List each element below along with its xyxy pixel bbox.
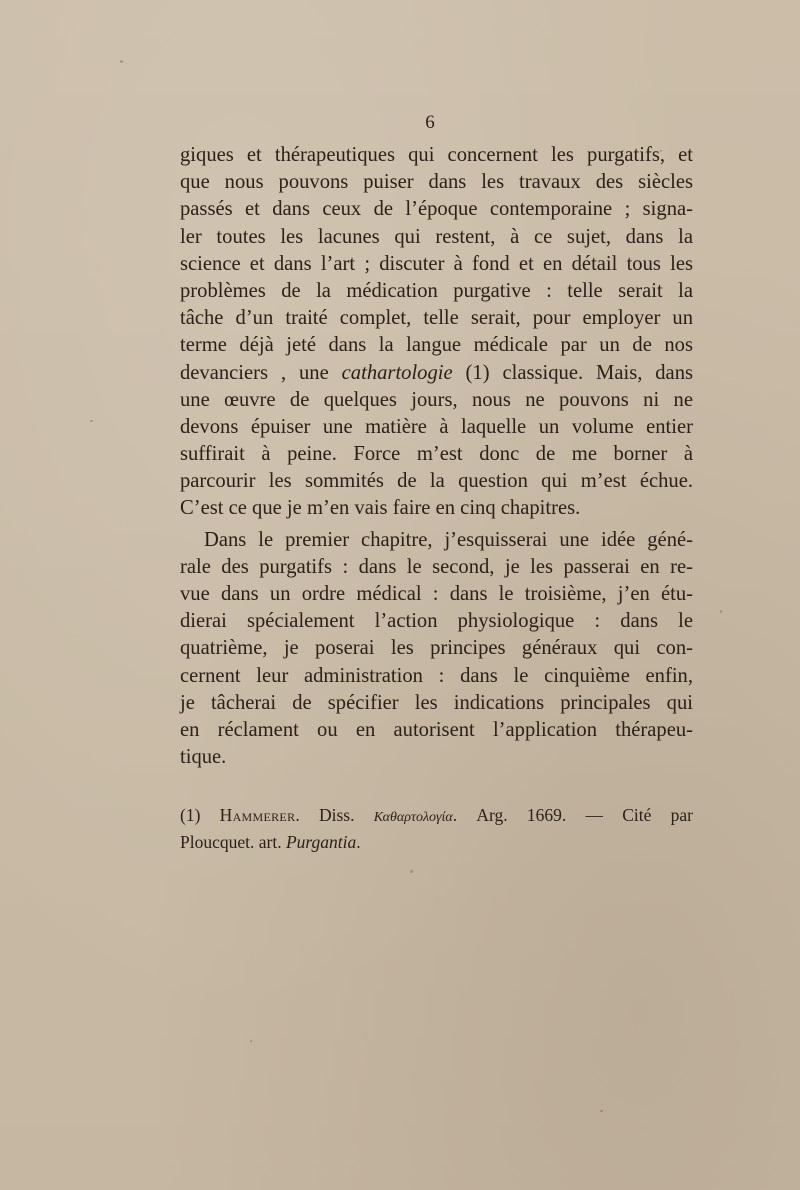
footnote-greek-title: Καθαρτολογία: [373, 810, 453, 825]
text-line: cernent leur administration : dans le cinquième enfin,: [180, 664, 693, 687]
paper-speck: [410, 870, 413, 873]
italic-term: cathartologie: [341, 361, 453, 384]
text-line: parcourir les sommités de la question qui m’est échue.: [180, 470, 693, 493]
text-line: problèmes de la médication purgative : telle serait la: [180, 279, 693, 302]
text-line: terme déjà jeté dans la langue médicale par un de nos: [180, 334, 693, 357]
text-line: suffirait à peine. Force m’est donc de me borner à: [180, 443, 693, 466]
footnote-text: . Arg. 1669. — Cité par: [452, 805, 693, 825]
text-line: Dans le premier chapitre, j’esquisserai une idée géné-: [204, 528, 693, 551]
text-line: science et dans l’art ; discuter à fond et en détail tous les: [180, 252, 693, 275]
text-line: en réclament ou en autorisent l’application thérapeu-: [180, 718, 693, 741]
text-line: tâche d’un traité complet, telle serait, pour employer un: [180, 307, 693, 330]
footnote-text: .: [356, 832, 361, 853]
footnote: [180, 803, 693, 857]
main-text: [180, 142, 693, 771]
text-line-with-italic: [180, 360, 693, 387]
text-line: giques et thérapeutiques qui concernent les purgatifs, et: [180, 144, 693, 166]
footnote-line: [180, 830, 693, 857]
paper-speck: [90, 420, 93, 422]
text-line: que nous pouvons puiser dans les travaux des siècles: [180, 171, 693, 194]
text-line: rale des purgatifs : dans le second, je les passerai en re-: [180, 555, 693, 578]
page-number: 6: [425, 112, 435, 133]
text-line: ler toutes les lacunes qui restent, à ce sujet, dans la: [180, 225, 693, 248]
footnote-italic-term: Purgantia: [285, 832, 357, 853]
text-line: devons épuiser une matière à laquelle un volume entier: [180, 415, 693, 438]
text-line: C’est ce que je m’en vais faire en cinq chapitres.: [180, 497, 581, 520]
text-line: je tâcherai de spécifier les indications principales qui: [180, 691, 693, 714]
footnote-text: Ploucquet. art.: [180, 832, 286, 853]
paper-speck: [250, 1040, 252, 1042]
text-line: dierai spécialement l’action physiologique : dans le: [180, 610, 693, 633]
text-line: passés et dans ceux de l’époque contemporaine ; signa-: [180, 198, 693, 221]
paper-speck: [120, 60, 123, 63]
footnote-author: Hammerer: [219, 805, 296, 825]
text-line: une œuvre de quelques jours, nous ne pouvons ni ne: [180, 388, 693, 411]
footnote-reference: (1) classique. Mais, dans: [452, 361, 694, 384]
text-segment: devanciers , une: [180, 361, 342, 384]
text-line: tique.: [180, 746, 227, 769]
bleed-through-text: [175, 860, 180, 882]
paper-speck: [600, 1110, 603, 1112]
footnote-line: [180, 803, 693, 830]
footnote-marker: (1): [180, 805, 220, 825]
text-line: vue dans un ordre médical : dans le troisième, j’en étu-: [180, 583, 693, 605]
paper-speck: [720, 610, 722, 613]
footnote-text: . Diss.: [295, 805, 374, 825]
text-line: quatrième, je poserai les principes généraux qui con-: [180, 637, 693, 660]
